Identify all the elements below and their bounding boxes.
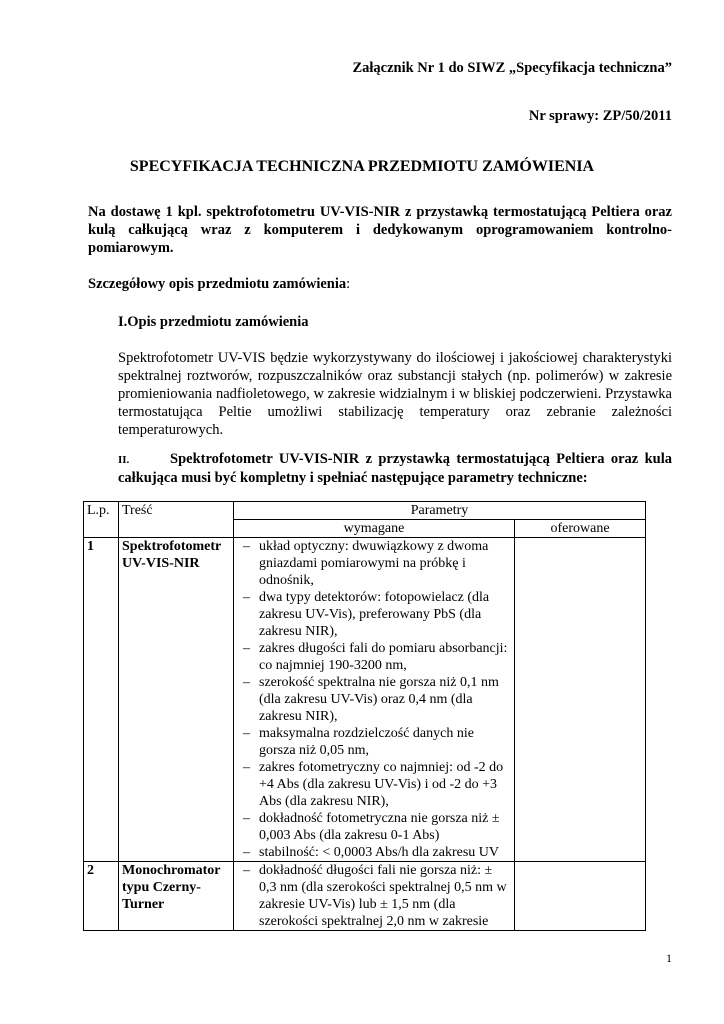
row-offered bbox=[515, 538, 646, 862]
table-row bbox=[84, 538, 646, 862]
param-item: – szerokość spektralna nie gorsza niż 0,1 nm (dla zakresu UV-Vis) oraz 0,4 nm (dla zakresu NIR), bbox=[237, 674, 511, 725]
param-item: – dwa typy detektorów: fotopowielacz (dla zakresu UV-Vis), preferowany PbS (dla zakresu NIR), bbox=[237, 589, 511, 640]
table-header-row bbox=[84, 502, 646, 520]
param-item: – dokładność fotometryczna nie gorsza niż ± 0,003 Abs (dla zakresu 0-1 Abs) bbox=[237, 810, 511, 844]
page-number: 1 bbox=[666, 951, 672, 965]
table-row bbox=[84, 862, 646, 931]
row-params bbox=[234, 862, 515, 931]
header-required: wymagane bbox=[234, 520, 515, 538]
section-1-heading bbox=[118, 314, 309, 331]
row-lp: 1 bbox=[84, 538, 119, 862]
detail-colon: : bbox=[346, 276, 351, 292]
case-number: Nr sprawy: ZP/50/2011 bbox=[528, 108, 672, 124]
section-1-title: Opis przedmiotu zamówienia bbox=[127, 314, 309, 330]
row-offered bbox=[515, 862, 646, 931]
row-lp: 2 bbox=[84, 862, 119, 931]
param-item: – dokładność długości fali nie gorsza niż: ± 0,3 nm (dla szerokości spektralnej 0,5 nm w zakresie UV-Vis) lub ± 1,5 nm (dla szerokości spektralnej 2,0 nm w zakresie bbox=[237, 862, 511, 930]
section-2-heading bbox=[118, 450, 672, 487]
row-params bbox=[234, 538, 515, 862]
row-name: Monochromator typu Czerny-Turner bbox=[119, 862, 234, 931]
param-item: – stabilność: < 0,0003 Abs/h dla zakresu UV bbox=[237, 844, 511, 861]
header-content: Treść bbox=[119, 502, 234, 538]
detail-label: Szczegółowy opis przedmiotu zamówienia bbox=[88, 276, 347, 292]
params-list bbox=[237, 862, 511, 930]
detail-heading bbox=[88, 276, 350, 293]
row-name: Spektrofotometr UV-VIS-NIR bbox=[119, 538, 234, 862]
section-2-number: II. bbox=[118, 454, 130, 466]
param-item: – zakres długości fali do pomiaru absorbancji: co najmniej 190-3200 nm, bbox=[237, 640, 511, 674]
param-item: – układ optyczny: dwuwiązkowy z dwoma gniazdami pomiarowymi na próbkę i odnośnik, bbox=[237, 538, 511, 589]
section-1-number: I. bbox=[118, 314, 128, 330]
document-title: SPECYFIKACJA TECHNICZNA PRZEDMIOTU ZAMÓWIENIA bbox=[129, 158, 595, 175]
spec-table bbox=[83, 501, 646, 931]
param-item: – maksymalna rozdzielczość danych nie gorsza niż 0,05 nm, bbox=[237, 725, 511, 759]
intro-paragraph: Na dostawę 1 kpl. spektrofotometru UV-VIS-NIR z przystawką termostatującą Peltiera oraz kulą całkującą wraz z komputerem i dedykowanym oprogramowaniem kontrolno-pomiarowym. bbox=[88, 204, 672, 256]
header-parameters: Parametry bbox=[234, 502, 646, 520]
attachment-header: Załącznik Nr 1 do SIWZ „Specyfikacja techniczna” bbox=[352, 60, 672, 76]
params-list bbox=[237, 538, 511, 861]
section-2-text: Spektrofotometr UV-VIS-NIR z przystawką termostatującą Peltiera oraz kula całkująca musi być kompletny i spełniać następujące parametry techniczne: bbox=[118, 451, 672, 486]
section-1-text: Spektrofotometr UV-VIS będzie wykorzystywany do ilościowej i jakościowej charakterystyki spektralnej roztworów, rozpuszczalników oraz substancji stałych (np. polimerów) w zakresie promieniowania nadfioletowego, w zakresie widzialnym i w bliskiej podczerwieni. Przystawka termostatująca Peltie umożliwi stabilizację temperatury oraz zebranie zależności temperaturowych. bbox=[118, 350, 672, 438]
header-offered: oferowane bbox=[515, 520, 646, 538]
param-item: – zakres fotometryczny co najmniej: od -2 do +4 Abs (dla zakresu UV-Vis) i od -2 do +3 Abs (dla zakresu NIR), bbox=[237, 759, 511, 810]
header-lp: L.p. bbox=[84, 502, 119, 538]
